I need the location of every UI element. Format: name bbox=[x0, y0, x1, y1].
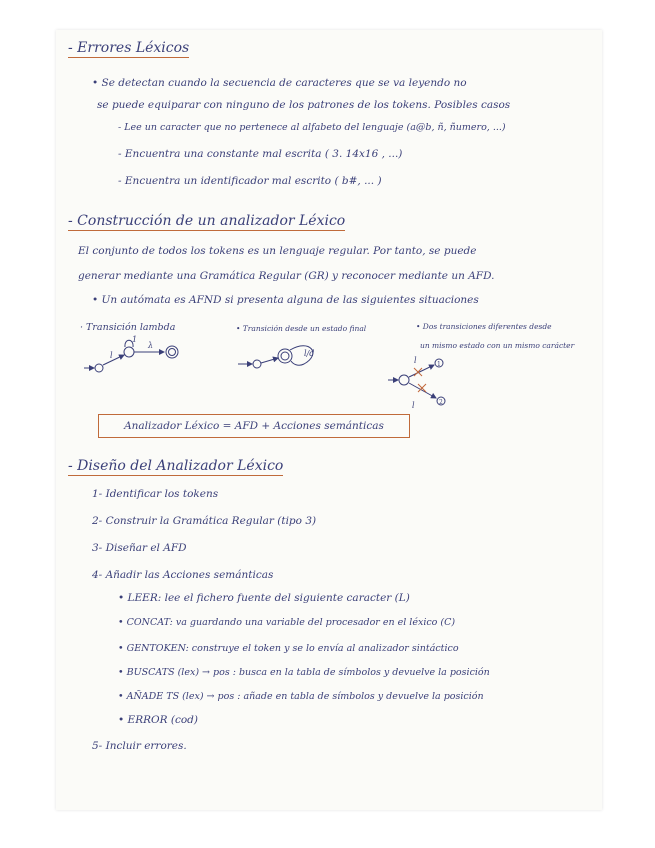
diagram-label-one: 1 bbox=[132, 335, 138, 344]
case-final-label: • Transición desde un estado final bbox=[236, 324, 367, 333]
action-anadets: • AÑADE TS (lex) → pos : añade en tabla de símbolos y devuelve la posición bbox=[118, 691, 484, 702]
construccion-paragraph-line2: generar mediante una Gramática Regular (GR) y reconocer mediante un AFD. bbox=[78, 270, 495, 282]
errores-bullet-line2: se puede equiparar con ninguno de los patrones de los tokens. Posibles casos bbox=[97, 99, 511, 111]
section-title-construccion: - Construcción de un analizador Léxico bbox=[68, 213, 346, 229]
action-buscats: • BUSCATS (lex) → pos : busca en la tabla de símbolos y devuelve la posición bbox=[118, 667, 490, 678]
diagram-loop-label: l/d bbox=[304, 349, 315, 358]
diagram-lambda-transition bbox=[84, 334, 204, 384]
case-nondeterministic-label-line1: • Dos transiciones diferentes desde bbox=[416, 322, 552, 331]
design-step-1: 1- Identificar los tokens bbox=[92, 488, 219, 500]
section-title-errores: - Errores Léxicos bbox=[68, 40, 190, 56]
errores-case-3: - Encuentra un identificador mal escrito ( b#, ... ) bbox=[118, 175, 382, 187]
action-leer: • LEER: lee el fichero fuente del siguiente caracter (L) bbox=[118, 592, 410, 604]
diagram-nondeterministic bbox=[388, 356, 468, 416]
construccion-paragraph-line1: El conjunto de todos los tokens es un lenguaje regular. Por tanto, se puede bbox=[78, 245, 477, 257]
errores-case-2: - Encuentra una constante mal escrita ( 3. 14x16 , ...) bbox=[118, 148, 403, 160]
diagram-state-one: 1 bbox=[437, 361, 441, 368]
design-step-5: 5- Incluir errores. bbox=[92, 740, 187, 752]
design-step-4: 4- Añadir las Acciones semánticas bbox=[92, 569, 274, 581]
case-lambda-label: · Transición lambda bbox=[80, 322, 176, 333]
action-error: • ERROR (cod) bbox=[118, 714, 198, 726]
diagram-label-l-upper: l bbox=[414, 356, 417, 365]
diagram-label-lambda: λ bbox=[148, 341, 154, 350]
design-step-2: 2- Construir la Gramática Regular (tipo 3) bbox=[92, 515, 317, 527]
diagram-label-l: l bbox=[110, 351, 113, 360]
action-gentoken: • GENTOKEN: construye el token y se lo envía al analizador sintáctico bbox=[118, 643, 459, 654]
diagram-final-state-transition bbox=[238, 336, 338, 386]
diagram-label-l-lower: l bbox=[412, 401, 415, 410]
errores-case-1: - Lee un caracter que no pertenece al alfabeto del lenguaje (a@b, ñ, ñumero, ...) bbox=[118, 122, 506, 133]
design-step-3: 3- Diseñar el AFD bbox=[92, 542, 187, 554]
section-title-diseno: - Diseño del Analizador Léxico bbox=[68, 458, 284, 474]
diagram-state-two: 2 bbox=[439, 399, 443, 406]
analizador-formula-box: Analizador Léxico = AFD + Acciones semánticas bbox=[98, 414, 410, 438]
action-concat: • CONCAT: va guardando una variable del procesador en el léxico (C) bbox=[118, 617, 456, 628]
afnd-bullet: • Un autómata es AFND si presenta alguna de las siguientes situaciones bbox=[92, 294, 479, 306]
case-nondeterministic-label-line2: un mismo estado con un mismo carácter bbox=[420, 341, 575, 350]
errores-bullet-line1: • Se detectan cuando la secuencia de caracteres que se va leyendo no bbox=[92, 77, 467, 89]
